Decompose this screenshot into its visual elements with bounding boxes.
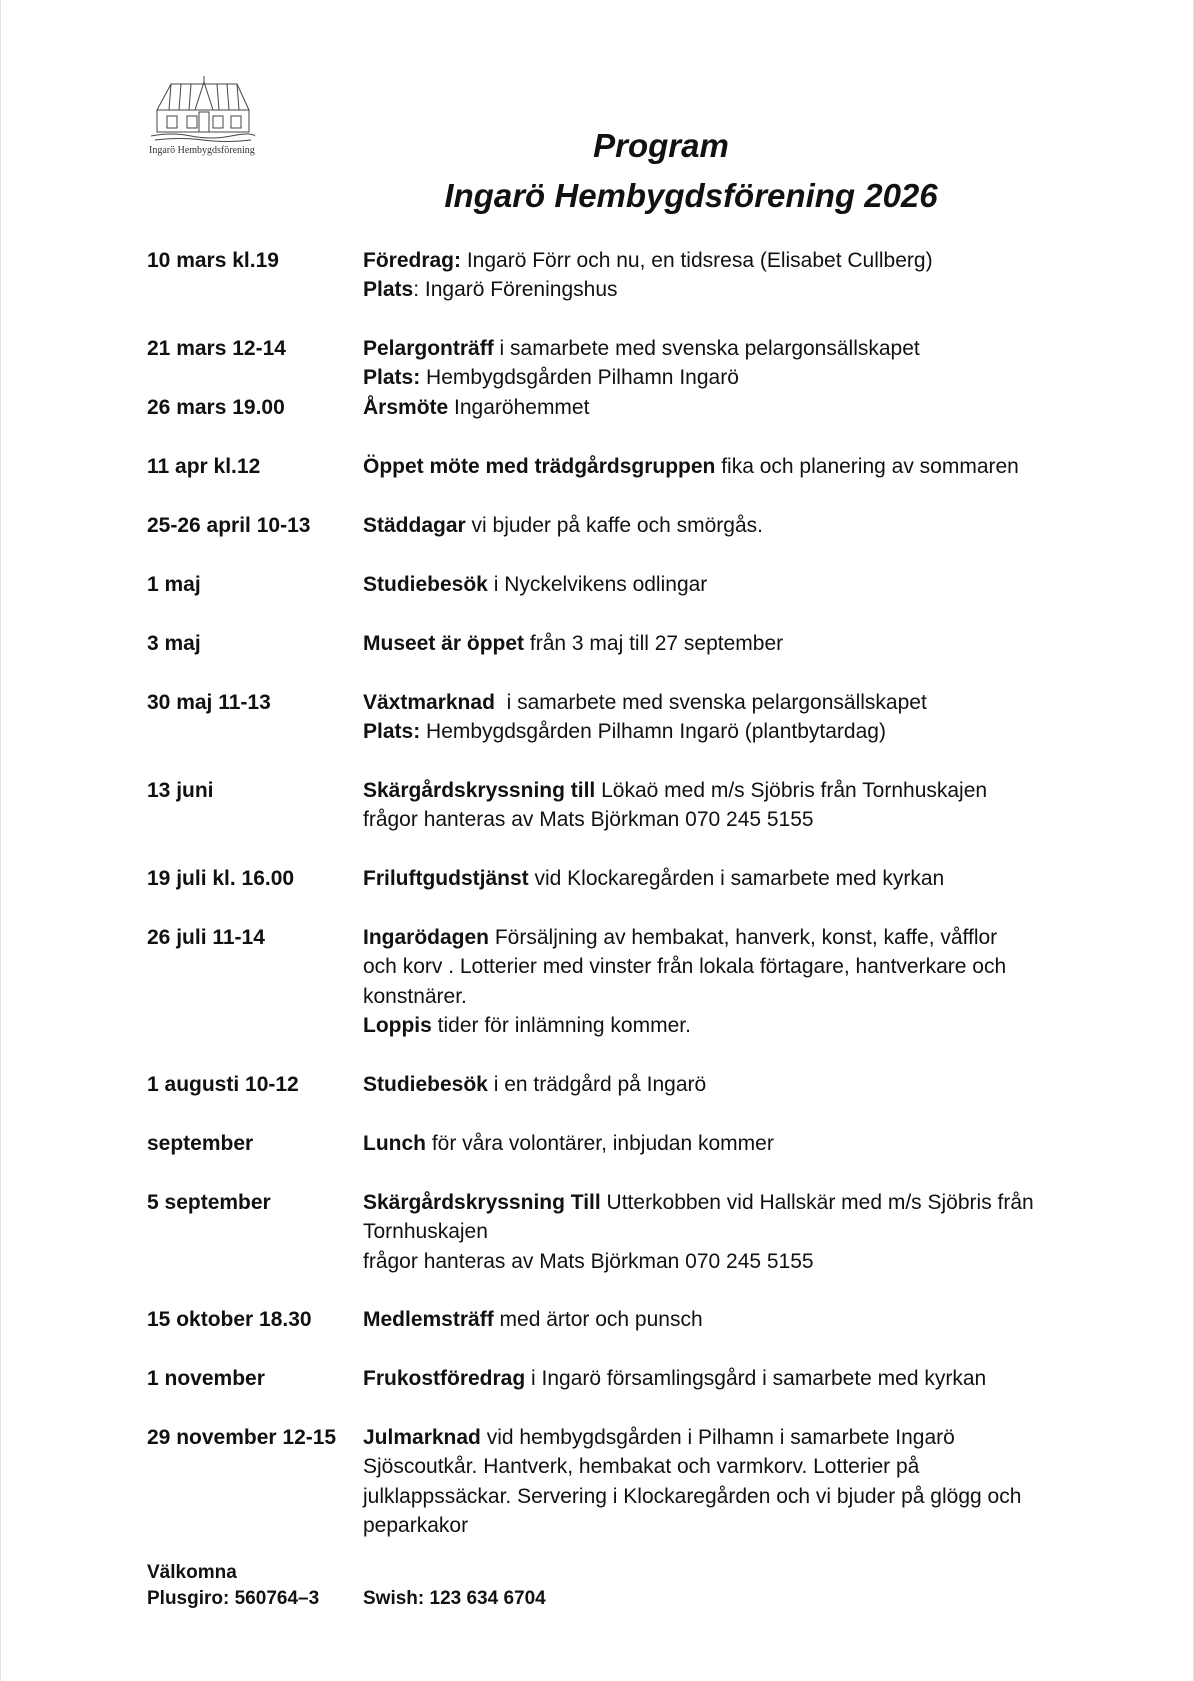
event-line	[363, 629, 1077, 658]
event-line	[363, 805, 1077, 834]
event-line	[363, 982, 1077, 1011]
event-line	[363, 275, 1077, 304]
event-text: vid Klockaregården i samarbete med kyrkan	[528, 867, 945, 890]
event-text: i samarbete med svenska pelargonsällskapet	[493, 337, 920, 360]
event-text: frågor hanteras av Mats Björkman 070 245 5155	[363, 808, 814, 832]
event-date: 11 apr kl.12	[147, 455, 261, 478]
event-description	[363, 1423, 1077, 1540]
event-title: Skärgårdskryssning Till	[363, 1191, 601, 1214]
event-line	[363, 688, 1077, 717]
event-date: 30 maj 11-13	[147, 691, 271, 714]
event-title: Loppis	[363, 1013, 432, 1037]
event-line	[363, 393, 1077, 422]
event-title: Plats:	[363, 720, 421, 744]
event-text: från 3 maj till 27 september	[524, 632, 784, 655]
event-line	[363, 452, 1077, 481]
event-description	[363, 864, 1077, 893]
event-text: tider för inlämning kommer.	[431, 1013, 691, 1037]
event-date: 15 oktober 18.30	[147, 1308, 312, 1331]
event-title: Plats	[363, 278, 414, 302]
event-date: 26 mars 19.00	[147, 396, 285, 419]
event-line	[363, 246, 1077, 275]
event-date: 1 augusti 10-12	[147, 1073, 299, 1096]
event-text: frågor hanteras av Mats Björkman 070 245 5155	[363, 1249, 814, 1273]
event-text: fika och planering av sommaren	[715, 455, 1019, 478]
event-description	[363, 629, 1077, 658]
event-text: Lökaö med m/s Sjöbris från Tornhuskajen	[595, 779, 988, 802]
event-text: för våra volontärer, inbjudan kommer	[426, 1132, 774, 1155]
event-line	[363, 511, 1077, 540]
event-date: 13 juni	[147, 779, 214, 802]
event-title: Städdagar	[363, 514, 466, 537]
event-description	[363, 1364, 1077, 1393]
event-text: julklappssäckar. Servering i Klockaregården och vi bjuder på glögg och	[363, 1484, 1022, 1508]
event-text: i samarbete med svenska pelargonsällskapet	[494, 691, 927, 714]
event-title: Föredrag:	[363, 249, 462, 272]
event-text: vi bjuder på kaffe och smörgås.	[465, 514, 763, 537]
event-line	[363, 1511, 1077, 1540]
event-line	[363, 952, 1077, 981]
event-text: vid hembygdsgården i Pilhamn i samarbete Ingarö	[480, 1426, 955, 1449]
event-title: Friluftgudstjänst	[363, 867, 529, 890]
event-line	[363, 1452, 1077, 1481]
event-text: konstnärer.	[363, 984, 467, 1008]
event-description	[363, 1129, 1077, 1158]
event-description	[363, 334, 1077, 393]
footer-plusgiro: Plusgiro: 560764–3	[147, 1588, 320, 1609]
event-date: 10 mars kl.19	[147, 249, 279, 272]
event-description	[363, 1305, 1077, 1334]
event-date: 25-26 april 10-13	[147, 514, 311, 537]
event-title: Julmarknad	[363, 1426, 481, 1449]
event-title: Plats:	[363, 366, 421, 390]
event-title: Årsmöte	[363, 396, 449, 419]
footer-welcome: Välkomna	[147, 1562, 237, 1583]
event-line	[363, 923, 1077, 952]
event-title: Pelargonträff	[363, 337, 494, 360]
event-line	[363, 1188, 1077, 1217]
event-date: 5 september	[147, 1191, 271, 1214]
event-line	[363, 1070, 1077, 1099]
event-text: peparkakor	[363, 1513, 469, 1537]
event-title: Skärgårdskryssning till	[363, 779, 596, 802]
event-title: Ingarödagen	[363, 926, 490, 949]
event-description	[363, 452, 1077, 481]
logo-caption: Ingarö Hembygdsförening	[149, 145, 255, 156]
event-title: Öppet möte med trädgårdsgruppen	[363, 455, 716, 478]
event-text: i Ingarö församlingsgård i samarbete med kyrkan	[525, 1367, 987, 1390]
event-date: 21 mars 12-14	[147, 337, 286, 360]
event-text: i en trädgård på Ingarö	[487, 1073, 707, 1096]
event-date: 19 juli kl. 16.00	[147, 867, 295, 890]
event-date: 26 juli 11-14	[147, 926, 265, 949]
house-icon	[151, 76, 255, 142]
event-text: Utterkobben vid Hallskär med m/s Sjöbris från	[600, 1191, 1034, 1214]
page-title: Program	[593, 127, 729, 164]
event-text: Sjöscoutkår. Hantverk, hembakat och varmkorv. Lotterier på	[363, 1455, 920, 1479]
event-line	[363, 776, 1077, 805]
event-description	[363, 688, 1077, 747]
event-line	[363, 1217, 1077, 1246]
event-description	[363, 511, 1077, 540]
event-text: : Ingarö Föreningshus	[413, 278, 618, 302]
event-text: med ärtor och punsch	[493, 1308, 703, 1331]
event-date: 1 november	[147, 1367, 265, 1390]
event-title: Medlemsträff	[363, 1308, 494, 1331]
event-line	[363, 1482, 1077, 1511]
event-date: 1 maj	[147, 573, 201, 596]
event-description	[363, 570, 1077, 599]
event-description	[363, 393, 1077, 422]
event-line	[363, 717, 1077, 746]
event-title: Studiebesök	[363, 1073, 488, 1096]
event-line	[363, 1364, 1077, 1393]
event-title: Museet är öppet	[363, 632, 525, 655]
event-line	[363, 1011, 1077, 1040]
event-line	[363, 1305, 1077, 1334]
footer-swish: Swish: 123 634 6704	[363, 1588, 546, 1609]
event-text: Försäljning av hembakat, hanverk, konst, kaffe, våfflor	[489, 926, 998, 949]
event-text: Ingarö Förr och nu, en tidsresa (Elisabet Cullberg)	[461, 249, 933, 272]
event-text: Hembygdsgården Pilhamn Ingarö	[420, 366, 739, 390]
event-description	[363, 1188, 1077, 1276]
event-text: i Nyckelvikens odlingar	[487, 573, 708, 596]
event-line	[363, 1247, 1077, 1276]
event-title: Studiebesök	[363, 573, 488, 596]
event-description	[363, 246, 1077, 305]
event-text: Ingaröhemmet	[448, 396, 590, 419]
event-line	[363, 1129, 1077, 1158]
event-line	[363, 334, 1077, 363]
page-subtitle: Ingarö Hembygdsförening 2026	[444, 177, 938, 214]
event-line	[363, 864, 1077, 893]
event-line	[363, 1423, 1077, 1452]
event-text: Tornhuskajen	[363, 1220, 488, 1244]
event-text: Hembygdsgården Pilhamn Ingarö (plantbytardag)	[420, 720, 886, 744]
event-description	[363, 1070, 1077, 1099]
event-title: Växtmarknad	[363, 691, 495, 714]
event-title: Frukostföredrag	[363, 1367, 526, 1390]
event-line	[363, 570, 1077, 599]
event-date: 29 november 12-15	[147, 1426, 337, 1449]
event-title: Lunch	[363, 1132, 426, 1155]
event-description	[363, 776, 1077, 835]
event-text: och korv . Lotterier med vinster från lokala förtagare, hantverkare och	[363, 955, 1007, 979]
event-line	[363, 363, 1077, 392]
event-description	[363, 923, 1077, 1040]
event-date: 3 maj	[147, 632, 201, 655]
event-date: september	[147, 1132, 254, 1155]
